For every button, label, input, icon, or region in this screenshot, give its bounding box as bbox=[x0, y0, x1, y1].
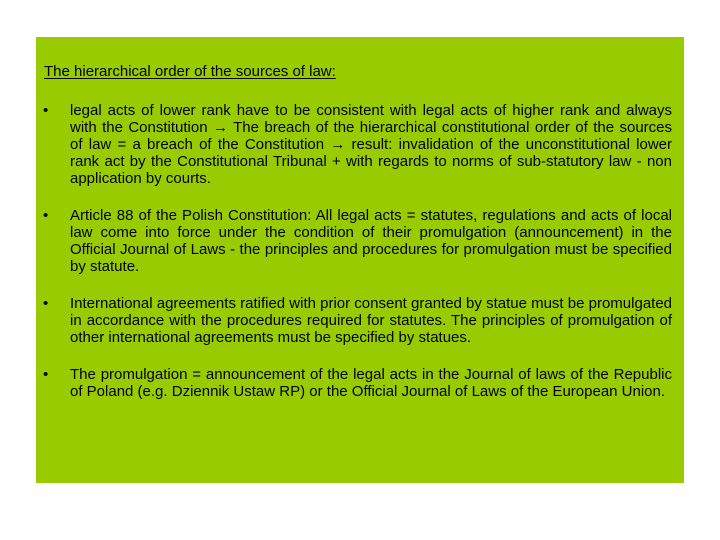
bullet-list bbox=[44, 102, 672, 400]
bullet-icon: • bbox=[43, 207, 49, 224]
list-item-text: legal acts of lower rank have to be consistent with legal acts of higher rank and always with the Constitution → The breach of the hierarchical constitutional order of the sources of law = a breach of the Constitution → result: invalidation of the unconstitutional lower rank act by the Constitutional Tribunal + with regards to norms of sub-statutory law - non application by courts. bbox=[70, 102, 672, 187]
content-panel bbox=[36, 37, 684, 483]
list-item-text: Article 88 of the Polish Constitution: All legal acts = statutes, regulations and acts of local law come into force under the condition of their promulgation (announcement) in the Official Journal of Laws - the principles and procedures for promulgation must be specified by statute. bbox=[70, 207, 672, 275]
list-item bbox=[44, 207, 672, 275]
list-item bbox=[44, 366, 672, 400]
list-item-text: The promulgation = announcement of the legal acts in the Journal of laws of the Republic of Poland (e.g. Dziennik Ustaw RP) or the Official Journal of Laws of the European Union. bbox=[70, 366, 672, 400]
list-item-text: International agreements ratified with prior consent granted by statue must be promulgated in accordance with the procedures required for statutes. The principles of promulgation of other international agreements must be specified by statues. bbox=[70, 295, 673, 346]
bullet-icon: • bbox=[43, 366, 49, 383]
list-item bbox=[44, 295, 672, 346]
bullet-icon: • bbox=[43, 102, 49, 119]
list-item bbox=[44, 102, 672, 187]
bullet-icon: • bbox=[43, 295, 49, 312]
slide-heading: The hierarchical order of the sources of law: bbox=[44, 63, 336, 80]
